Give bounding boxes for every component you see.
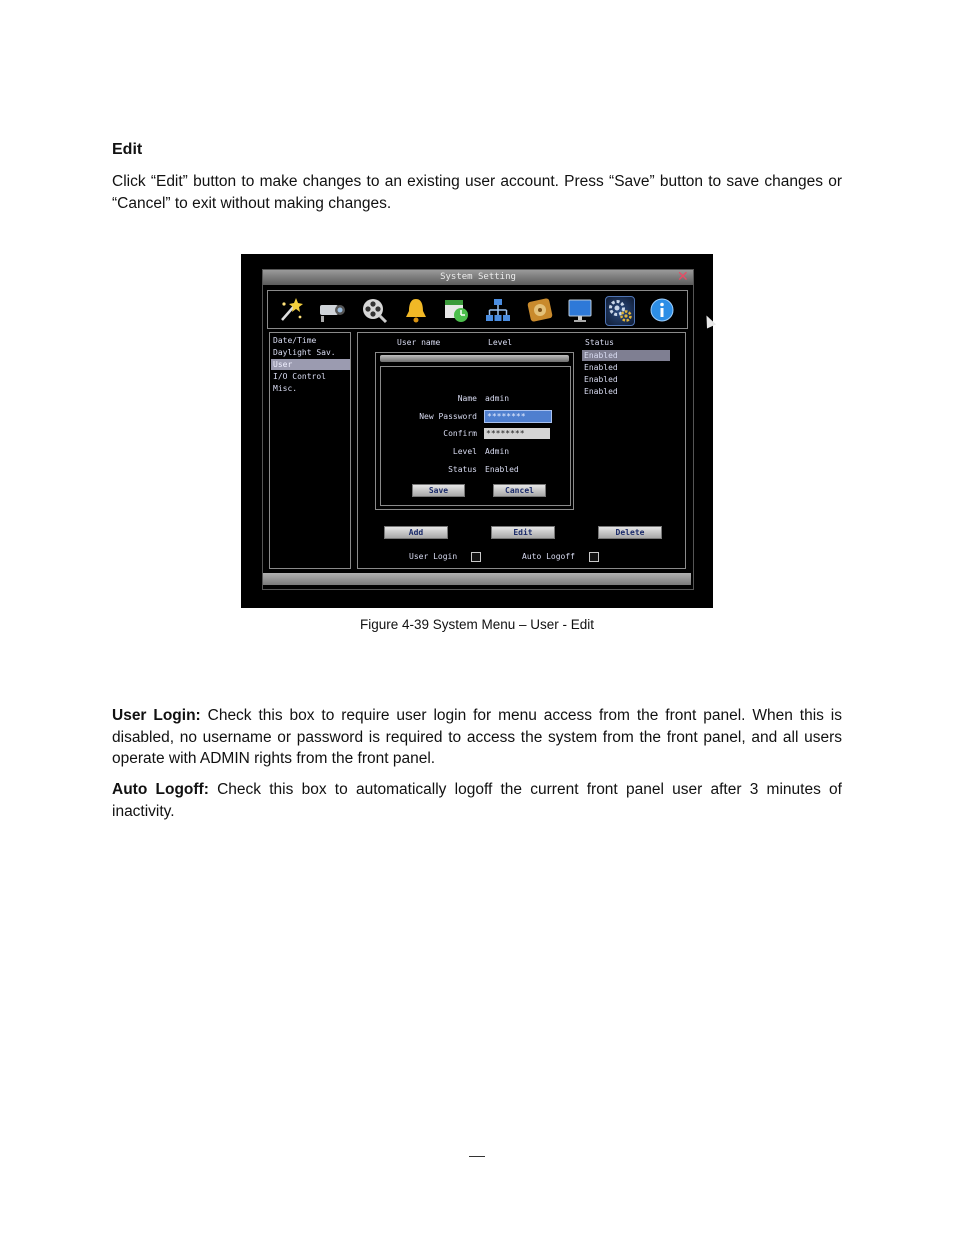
new-password-input[interactable]: ******** xyxy=(484,410,552,423)
level-label: Level xyxy=(452,447,477,456)
dialog-form xyxy=(380,366,571,506)
dvr-screenshot xyxy=(241,254,713,608)
column-status: Status xyxy=(585,338,614,347)
window-title: System Setting xyxy=(440,272,516,282)
user-status-4[interactable]: Enabled xyxy=(584,387,618,396)
user-panel xyxy=(357,332,686,569)
save-button[interactable]: Save xyxy=(412,484,465,497)
toolbar xyxy=(267,290,688,329)
user-status-2[interactable]: Enabled xyxy=(584,363,618,372)
menu-item-io-control[interactable]: I/O Control xyxy=(273,372,326,381)
column-level: Level xyxy=(488,338,513,347)
status-label: Status xyxy=(448,465,477,474)
schedule-icon[interactable] xyxy=(442,296,470,324)
auto-logoff-description xyxy=(112,779,842,822)
user-login-term: User Login: xyxy=(112,707,201,724)
user-login-description xyxy=(112,705,842,770)
auto-logoff-label: Auto Logoff xyxy=(522,552,575,561)
user-login-label: User Login xyxy=(409,552,458,561)
close-icon[interactable]: ✕ xyxy=(677,269,689,285)
confirm-password-input[interactable]: ******** xyxy=(484,428,550,439)
auto-logoff-term: Auto Logoff: xyxy=(112,781,209,798)
network-icon[interactable] xyxy=(484,296,512,324)
menu-item-misc[interactable]: Misc. xyxy=(273,384,298,393)
alarm-bell-icon[interactable] xyxy=(402,296,430,324)
user-login-checkbox[interactable] xyxy=(471,552,481,562)
figure-caption: Figure 4-39 System Menu – User - Edit xyxy=(359,617,595,632)
page-number-rule xyxy=(469,1156,485,1157)
user-login-text: Check this box to require user login for menu access from the front panel. When this is disabled, no username or password is required to access the system from the front panel, and all users operate with ADMIN rights from the front panel. xyxy=(112,707,842,767)
add-button[interactable]: Add xyxy=(384,526,448,539)
mouse-cursor-icon xyxy=(702,313,716,328)
user-status-3[interactable]: Enabled xyxy=(584,375,618,384)
intro-paragraph: Click “Edit” button to make changes to an existing user account. Press “Save” button to save changes or “Cancel” to exit without making changes. xyxy=(112,173,842,212)
menu-item-date-time[interactable]: Date/Time xyxy=(273,336,317,345)
name-label: Name xyxy=(457,394,477,403)
edit-user-dialog xyxy=(375,352,574,510)
film-reel-icon[interactable] xyxy=(360,296,388,324)
system-setting-window xyxy=(262,269,694,590)
cancel-button[interactable]: Cancel xyxy=(493,484,546,497)
section-heading: Edit xyxy=(112,141,143,158)
monitor-icon[interactable] xyxy=(566,296,594,324)
menu-item-daylight-saving[interactable]: Daylight Sav. xyxy=(273,348,336,357)
camera-icon[interactable] xyxy=(318,296,346,324)
info-icon[interactable] xyxy=(648,296,676,324)
dialog-titlebar xyxy=(380,355,569,362)
level-value[interactable]: Admin xyxy=(485,447,510,456)
wizard-icon[interactable] xyxy=(276,296,304,324)
auto-logoff-checkbox[interactable] xyxy=(589,552,599,562)
status-value[interactable]: Enabled xyxy=(485,465,519,474)
confirm-label: Confirm xyxy=(443,429,477,438)
auto-logoff-text: Check this box to automatically logoff the current front panel user after 3 minutes of inactivity. xyxy=(112,781,842,820)
system-gears-icon[interactable] xyxy=(605,296,635,326)
edit-button[interactable]: Edit xyxy=(491,526,555,539)
delete-button[interactable]: Delete xyxy=(598,526,662,539)
status-bar xyxy=(263,573,691,585)
column-user-name: User name xyxy=(397,338,441,347)
settings-menu xyxy=(269,332,351,569)
new-password-label: New Password xyxy=(419,412,477,421)
menu-item-user[interactable]: User xyxy=(271,359,350,370)
user-status-1[interactable]: Enabled xyxy=(582,350,670,361)
disk-icon[interactable] xyxy=(526,296,554,324)
name-value: admin xyxy=(485,394,510,403)
